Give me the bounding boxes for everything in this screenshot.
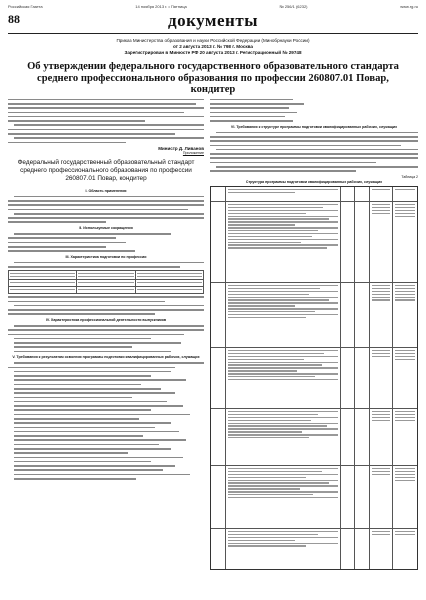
appendix-label: Приложение [182,150,204,155]
section-heading-3: III. Характеристика подготовки по профессии [65,254,147,259]
minister-signature: Министр Д. Ливанов [158,145,204,151]
right-column [210,96,418,590]
document-headline: Об утверждении федерального государственного образовательного стандарта среднего профессионального образования по профессии 260807.01 Повар, кондитер [27,61,399,95]
section-heading-4: IV. Характеристика профессиональной деятельности выпускников [45,318,167,323]
standard-title: Федеральный государственный образовательный стандарт среднего профессионального образования по профессии 260807.01 Повар, кондитер [17,158,195,182]
order-block [20,38,406,56]
section-2-text [8,233,204,252]
table-row [211,409,417,466]
table-row [211,529,417,569]
section-heading-5: V. Требования к результатам освоения программы подготовки квалифицированных рабочих, служащих [12,355,200,360]
table-1 [8,270,204,293]
intro-text [8,99,204,143]
section-5-text [8,362,204,479]
issue-date: 14 ноября 2013 г. • Пятница [135,4,187,9]
section-1-text [8,196,204,223]
header-rule [8,33,418,34]
left-column [8,96,204,590]
section-heading-1: I. Область применения [85,188,127,193]
table-row [211,283,417,348]
section-6-text [210,132,418,172]
right-intro-text [210,99,418,122]
page-number: 88 [8,12,20,26]
section-heading-6: VI. Требования к структуре программы подготовки квалифицированных рабочих, служащих [230,124,398,129]
section-4-text [8,325,204,352]
table-2-label: Таблица 2 [401,174,418,179]
section-3-notes [8,296,204,315]
issue-number: № 256/1 (6232) [279,4,308,9]
table-2-title: Структура программы подготовки квалифицированных рабочих, служащих [245,179,383,184]
order-line-2: от 2 августа 2013 г. № 798 г. Москва [172,44,253,49]
site-url: www.rg.ru [400,4,418,9]
table-row [211,348,417,409]
section-heading-2: II. Используемые сокращения [79,226,133,231]
section-3-text [8,262,204,268]
table-row [211,187,417,202]
order-line-3: Зарегистрирован в Минюсте РФ 20 августа 2013 г. Регистрационный № 29748 [124,50,302,55]
order-line-1: Приказ Министерства образования и науки Российской Федерации (Минобрнауки России) [116,38,310,43]
newspaper-name: Российская Газета [8,4,43,9]
table-row [211,466,417,529]
section-title: документы [168,11,258,30]
structure-table [210,186,418,570]
table-row [211,202,417,283]
